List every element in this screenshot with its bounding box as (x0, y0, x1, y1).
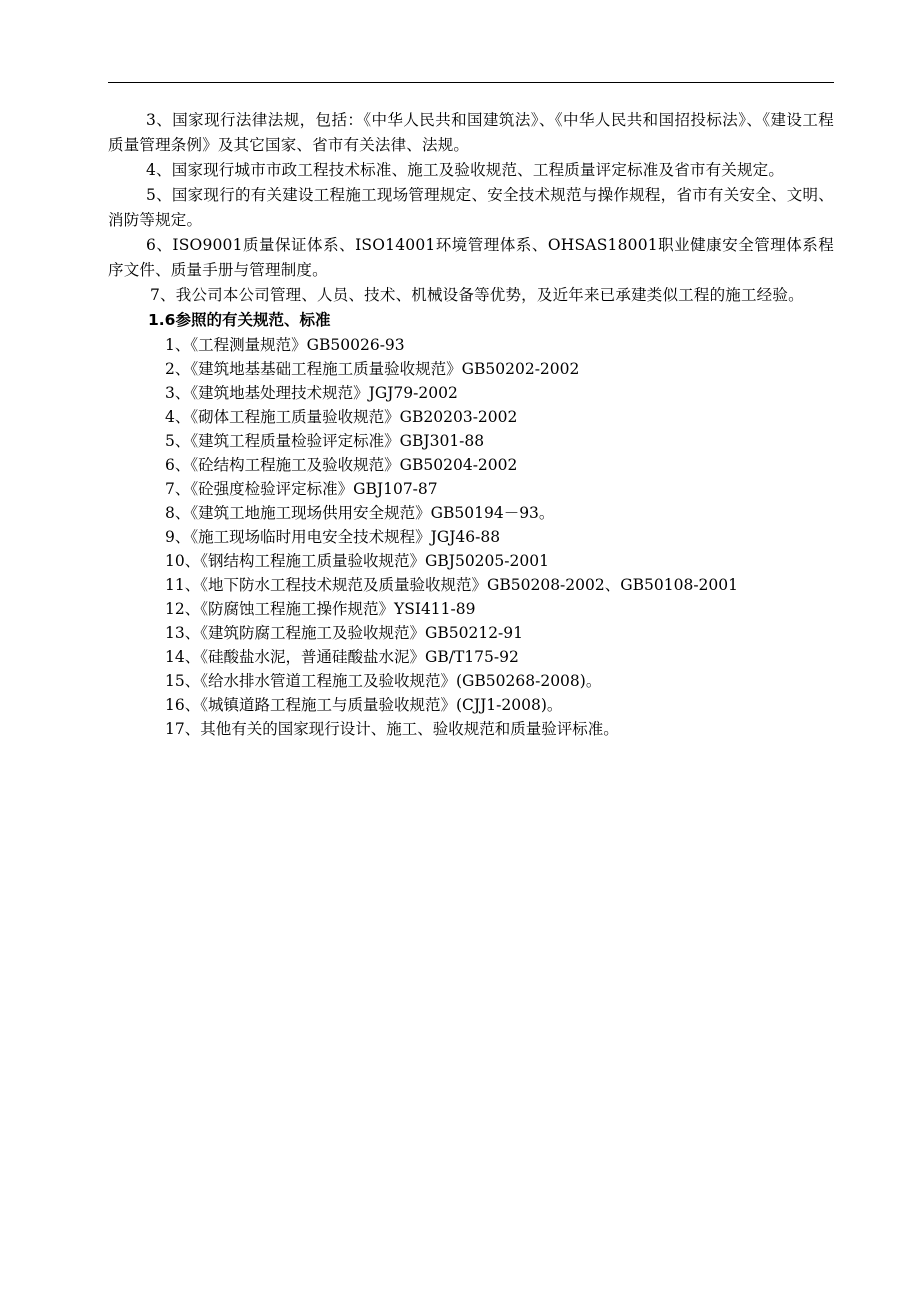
list-item: 4、《砌体工程施工质量验收规范》GB20203-2002 (165, 408, 518, 426)
list-item: 3、《建筑地基处理技术规范》JGJ79-2002 (165, 384, 458, 402)
list-item: 11、《地下防水工程技术规范及质量验收规范》GB50208-2002、GB50108-2001 (165, 576, 739, 594)
list-item: 7、《砼强度检验评定标准》GBJ107-87 (165, 480, 438, 498)
paragraph-municipal-standards: 4、国家现行城市市政工程技术标准、施工及验收规范、工程质量评定标准及省市有关规定。 (146, 161, 785, 179)
paragraph-iso-systems: 6、ISO9001质量保证体系、ISO14001环境管理体系、OHSAS18001职业健康安全管理体系程序文件、质量手册与管理制度。 (108, 236, 834, 279)
section-heading: 1.6参照的有关规范、标准 (148, 311, 331, 329)
list-item: 17、其他有关的国家现行设计、施工、验收规范和质量验评标准。 (165, 720, 619, 738)
document-body (108, 108, 834, 741)
paragraph-laws: 3、国家现行法律法规，包括：《中华人民共和国建筑法》、《中华人民共和国招投标法》、《建设工程质量管理条例》及其它国家、省市有关法律、法规。 (108, 111, 834, 154)
list-item: 13、《建筑防腐工程施工及验收规范》GB50212-91 (165, 624, 524, 642)
list-item: 12、《防腐蚀工程施工操作规范》YSI411-89 (165, 600, 476, 618)
standards-list (108, 333, 834, 741)
list-item: 14、《硅酸盐水泥，普通硅酸盐水泥》GB/T175-92 (165, 648, 519, 666)
list-item: 10、《钢结构工程施工质量验收规范》GBJ50205-2001 (165, 552, 549, 570)
paragraph-company-advantages: 7、我公司本公司管理、人员、技术、机械设备等优势，及近年来已承建类似工程的施工经验。 (150, 286, 804, 304)
list-item: 16、《城镇道路工程施工与质量验收规范》(CJJ1-2008)。 (165, 696, 563, 714)
list-item: 8、《建筑工地施工现场供用安全规范》GB50194－93。 (165, 504, 555, 522)
list-item: 9、《施工现场临时用电安全技术规程》JGJ46-88 (165, 528, 501, 546)
list-item: 5、《建筑工程质量检验评定标准》GBJ301-88 (165, 432, 485, 450)
list-item: 6、《砼结构工程施工及验收规范》GB50204-2002 (165, 456, 518, 474)
header-rule (108, 82, 834, 83)
list-item: 2、《建筑地基基础工程施工质量验收规范》GB50202-2002 (165, 360, 580, 378)
list-item: 1、《工程测量规范》GB50026-93 (165, 336, 405, 354)
paragraph-site-management: 5、国家现行的有关建设工程施工现场管理规定、安全技术规范与操作规程，省市有关安全、文明、消防等规定。 (108, 186, 834, 229)
list-item: 15、《给水排水管道工程施工及验收规范》(GB50268-2008)。 (165, 672, 602, 690)
